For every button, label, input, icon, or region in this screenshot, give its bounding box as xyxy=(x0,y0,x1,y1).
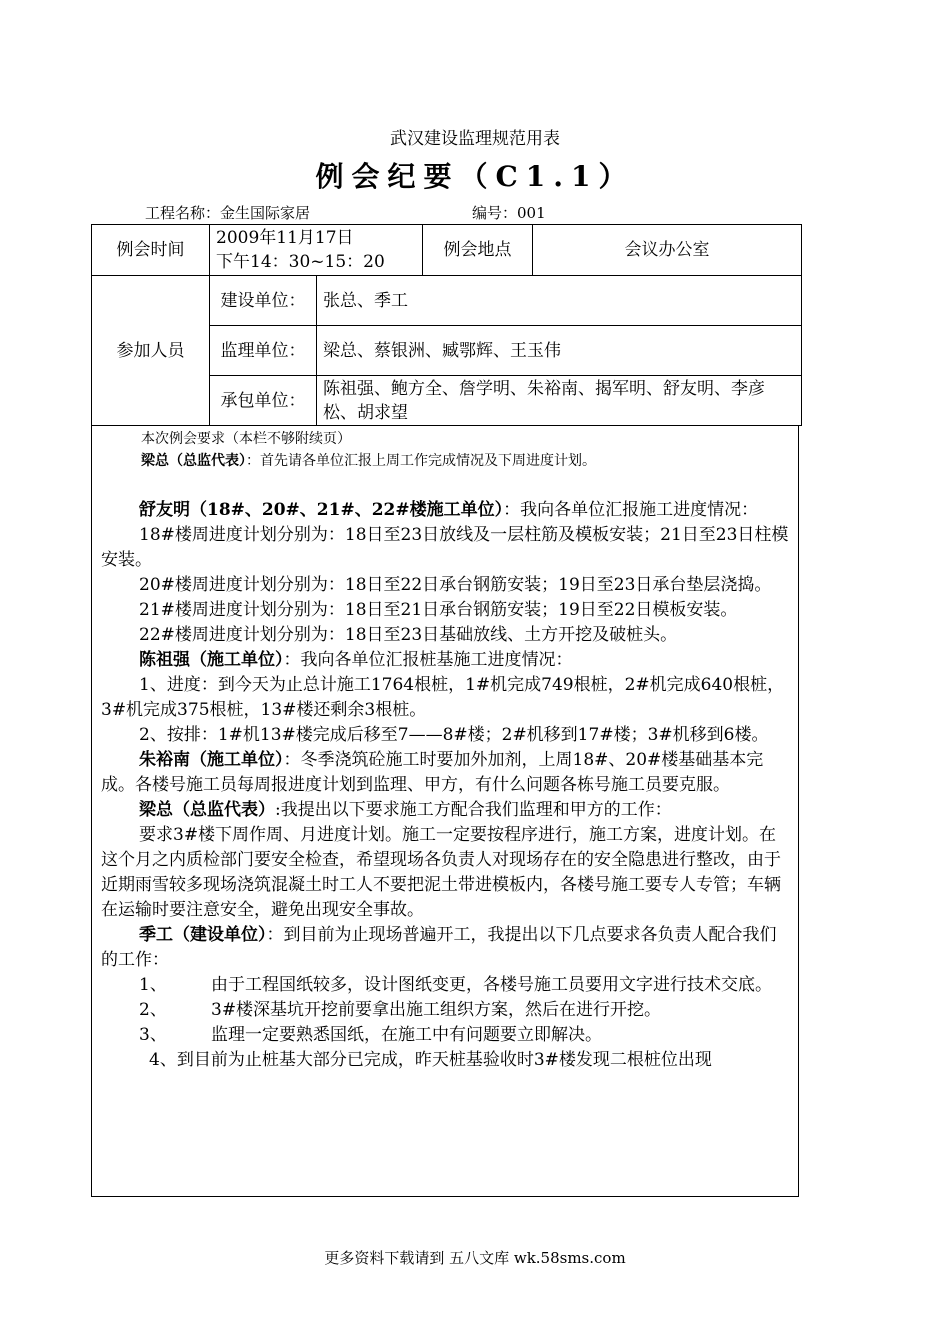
meeting-time-row xyxy=(92,225,802,276)
minutes-paragraph: 18#楼周进度计划分别为：18日至23日放线及一层柱筋及模板安装；21日至23日柱模安装。 xyxy=(101,525,789,570)
list-item xyxy=(139,973,789,998)
list-item xyxy=(139,998,789,1023)
minutes-paragraph: 1、进度：到今天为止总计施工1764根桩，1#机完成749根桩，2#机完成640根桩，3#机完成375根桩，13#楼还剩余3根桩。 xyxy=(101,675,785,720)
speaker-name: 季工（建设单位） xyxy=(139,925,267,945)
list-number: 1、 xyxy=(139,975,167,995)
list-text: 由于工程国纸较多，设计图纸变更，各楼号施工员要用文字进行技术交底。 xyxy=(211,975,772,995)
minutes-paragraph xyxy=(101,648,789,673)
minutes-paragraph xyxy=(101,498,789,523)
speaker-name: 舒友明（18#、20#、21#、22#楼施工单位） xyxy=(139,500,504,520)
minutes-paragraph: 要求3#楼下周作周、月进度计划。施工一定要按程序进行，施工方案，进度计划。在这个月之内质检部门要安全检查，希望现场各负责人对现场存在的安全隐患进行整改，由于近期雨雪较多现场浇筑混凝土时工人不要把泥土带进模板内，各楼号施工要专人专管；车辆在运输时要注意安全，避免出现安全事故。 xyxy=(101,825,781,920)
unit-label: 监理单位： xyxy=(210,326,317,376)
minutes-paragraph xyxy=(101,923,789,973)
meeting-date: 2009年11月17日 xyxy=(216,228,354,248)
list-text: 监理一定要熟悉国纸，在施工中有问题要立即解决。 xyxy=(211,1025,602,1045)
meeting-hours: 下午14：30~15：20 xyxy=(216,252,385,272)
speech-text: ：冬季浇筑砼施工时要加外加剂，上周18#、20#楼基础基本完成。各楼号施工员每周报进度计划到监理、甲方，有什么问题各栋号施工员要克服。 xyxy=(101,750,764,795)
speaker-name: 陈祖强（施工单位） xyxy=(139,650,284,670)
list-text: 3#楼深基坑开挖前要拿出施工组织方案，然后在进行开挖。 xyxy=(211,1000,662,1020)
minutes-body xyxy=(91,425,799,1197)
minutes-paragraph: 2、按排：1#机13#楼完成后移至7——8#楼；2#机移到17#楼；3#机移到6楼。 xyxy=(139,725,769,745)
minutes-paragraph: 4、到目前为止桩基大部分已完成，昨天桩基验收时3#楼发现二根桩位出现 xyxy=(149,1050,712,1070)
list-number: 3、 xyxy=(139,1025,167,1045)
meeting-place-label: 例会地点 xyxy=(423,225,533,276)
unit-attendees: 张总、季工 xyxy=(317,276,802,326)
document-title: 例会纪要（C1.1） xyxy=(315,160,635,193)
attendee-row xyxy=(92,276,802,326)
speaker-name: 朱裕南（施工单位） xyxy=(139,750,284,770)
meeting-time-value xyxy=(210,225,423,276)
speech-text: ：到目前为止现场普遍开工，我提出以下几点要求各负责人配合我们的工作： xyxy=(101,925,777,970)
speech-text: ：我向各单位汇报桩基施工进度情况： xyxy=(283,650,573,670)
minutes-paragraph: 20#楼周进度计划分别为：18日至22日承台钢筋安装；19日至23日承台垫层浇捣。 xyxy=(139,575,772,595)
unit-label: 承包单位： xyxy=(210,376,317,426)
speaker-name: 梁总（总监代表） xyxy=(141,453,246,469)
list-number: 2、 xyxy=(139,1000,167,1020)
form-subtitle: 武汉建设监理规范用表 xyxy=(390,129,560,149)
attendees-label: 参加人员 xyxy=(92,276,210,426)
blank-line xyxy=(101,472,789,498)
speech-text: ：我向各单位汇报施工进度情况： xyxy=(503,500,759,520)
unit-attendees: 梁总、蔡银洲、臧鄂辉、王玉伟 xyxy=(317,326,802,376)
document-number: 编号：001 xyxy=(472,204,546,222)
project-name: 工程名称：金生国际家居 xyxy=(145,204,311,222)
minutes-paragraph: 22#楼周进度计划分别为：18日至23日基础放线、土方开挖及破桩头。 xyxy=(139,625,678,645)
minutes-paragraph xyxy=(101,798,789,823)
speech-text: ：首先请各单位汇报上周工作完成情况及下周进度计划。 xyxy=(246,453,596,469)
meeting-time-label: 例会时间 xyxy=(92,225,210,276)
minutes-paragraph xyxy=(101,450,789,472)
unit-label: 建设单位： xyxy=(210,276,317,326)
requirement-note: 本次例会要求（本栏不够附续页） xyxy=(141,431,351,447)
unit-attendees: 陈祖强、鲍方全、詹学明、朱裕南、揭军明、舒友明、李彦松、胡求望 xyxy=(317,376,802,426)
minutes-paragraph: 21#楼周进度计划分别为：18日至21日承台钢筋安装；19日至22日模板安装。 xyxy=(139,600,738,620)
speech-text: :我提出以下要求施工方配合我们监理和甲方的工作： xyxy=(275,800,672,820)
list-item xyxy=(139,1023,789,1048)
meeting-place-value: 会议办公室 xyxy=(533,225,802,276)
meeting-info-table xyxy=(91,224,802,426)
speaker-name: 梁总（总监代表） xyxy=(139,800,275,820)
footer-link[interactable]: 更多资料下载请到 五八文库 wk.58sms.com xyxy=(324,1249,626,1267)
minutes-paragraph xyxy=(101,748,789,798)
